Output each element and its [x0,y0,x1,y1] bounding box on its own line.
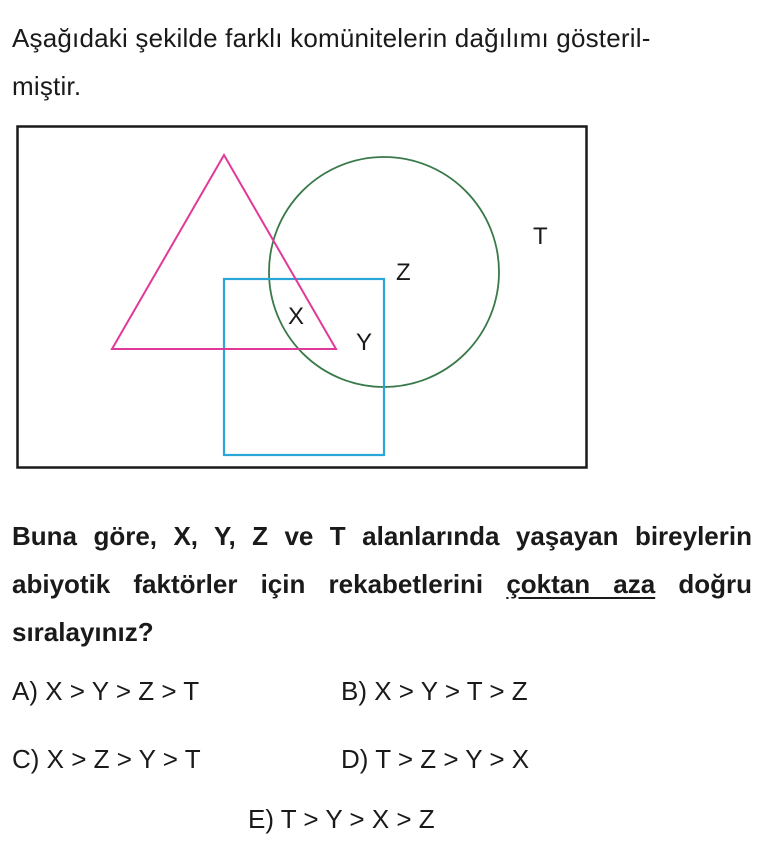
option-d[interactable]: D) T > Z > Y > X [341,744,530,774]
option-c[interactable]: C) X > Z > Y > T [12,744,201,774]
area-t-frame [18,127,587,468]
option-b[interactable]: B) X > Y > T > Z [341,676,528,706]
label-y: Y [356,329,373,356]
question-text [12,512,752,656]
label-z: Z [396,259,411,286]
label-x: X [288,303,305,330]
option-e[interactable]: E) T > Y > X > Z [248,804,435,834]
question-underlined: çoktan aza [506,569,656,599]
intro-line-2: miştir. [12,71,82,101]
intro-line-1: Aşağıdaki şekilde farklı komünitelerin dağılımı gösteril- [12,23,651,53]
question-part-1: Buna göre, X, Y, Z ve T alanlarında yaşayan bireylerin abiyotik faktörler için rekabetlerini [12,521,752,599]
option-a[interactable]: A) X > Y > Z > T [12,676,200,706]
label-t: T [533,223,548,250]
question-part-2: doğru sıralayınız? [12,569,752,647]
